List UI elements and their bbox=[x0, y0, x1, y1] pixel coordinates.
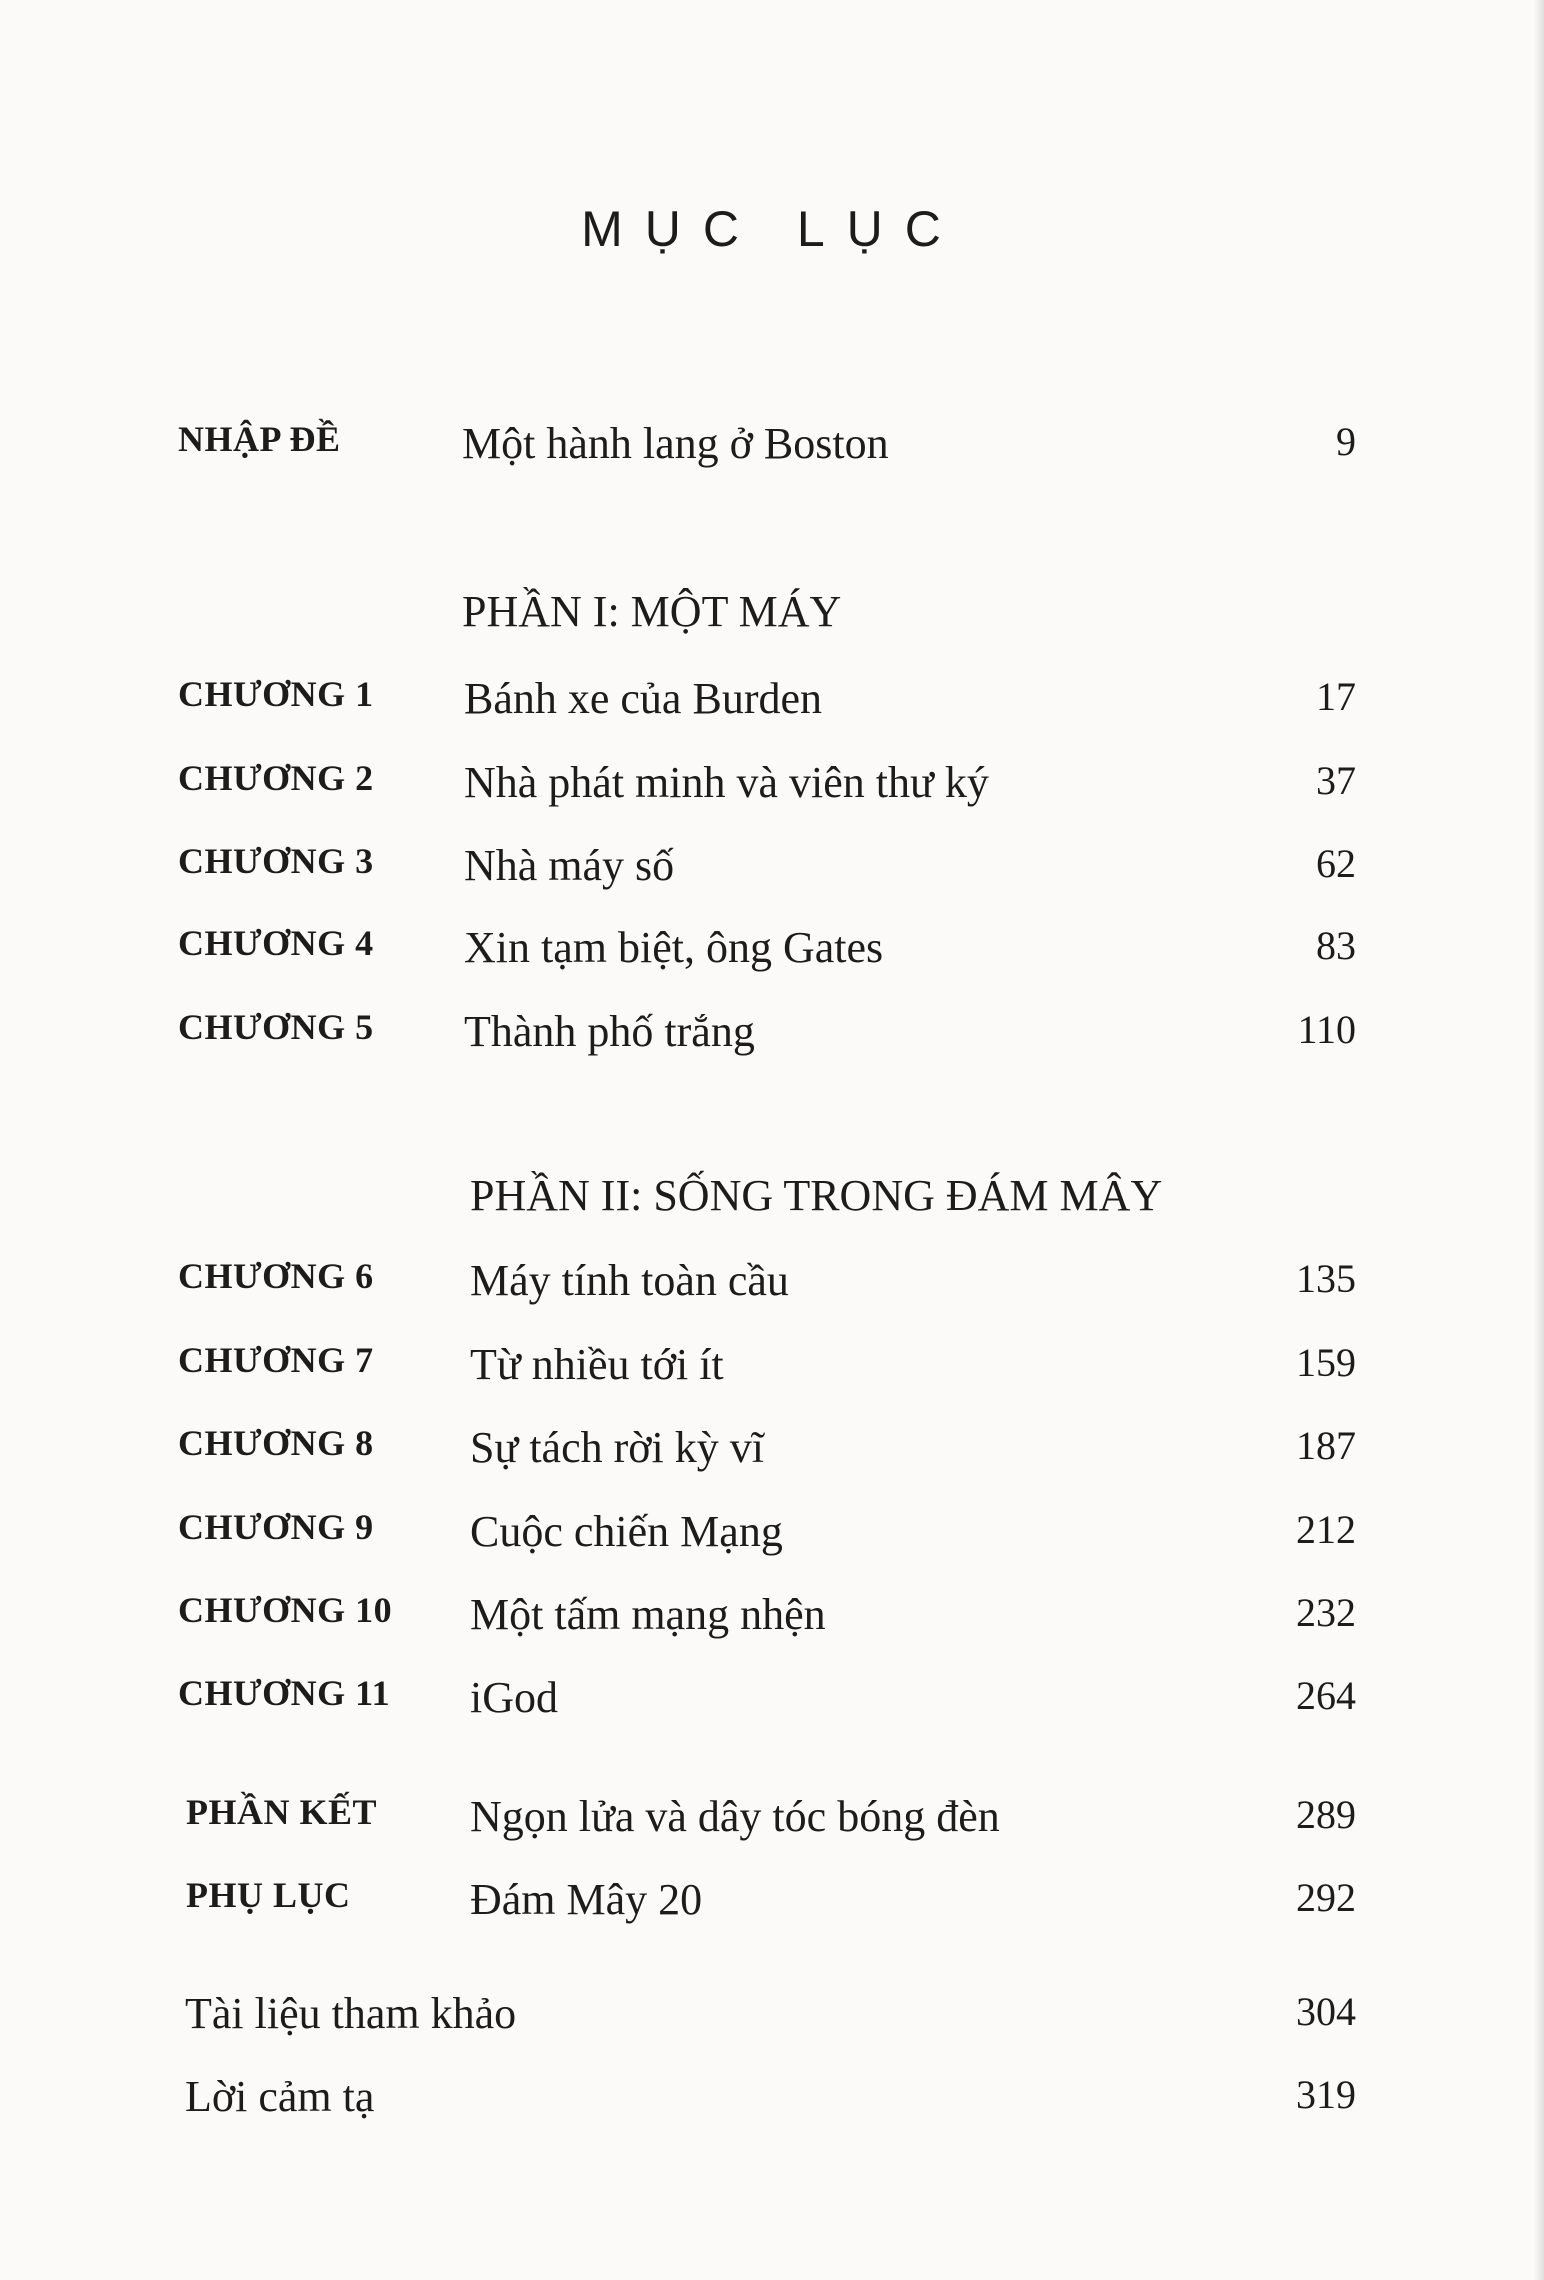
toc-entry-epilogue[interactable] bbox=[0, 1791, 1544, 1851]
entry-title: Bánh xe của Burden bbox=[464, 674, 822, 723]
toc-entry-chapter-4[interactable] bbox=[0, 922, 1544, 982]
entry-page: 159 bbox=[1296, 1340, 1356, 1385]
toc-entry-chapter-1[interactable] bbox=[0, 673, 1544, 733]
entry-page: 9 bbox=[1336, 419, 1356, 464]
entry-page: 289 bbox=[1296, 1792, 1356, 1837]
entry-page: 110 bbox=[1297, 1007, 1356, 1052]
entry-title: Một tấm mạng nhện bbox=[470, 1590, 826, 1639]
toc-entry-chapter-3[interactable] bbox=[0, 840, 1544, 900]
entry-title: Nhà phát minh và viên thư ký bbox=[464, 758, 989, 807]
toc-entry-chapter-8[interactable] bbox=[0, 1422, 1544, 1482]
toc-entry-acknowledgements[interactable] bbox=[0, 2071, 1544, 2131]
toc-entry-appendix[interactable] bbox=[0, 1874, 1544, 1934]
entry-label: CHƯƠNG 4 bbox=[178, 923, 374, 963]
entry-page: 232 bbox=[1296, 1590, 1356, 1635]
entry-page: 62 bbox=[1316, 841, 1356, 886]
entry-title: Sự tách rời kỳ vĩ bbox=[470, 1423, 764, 1472]
toc-entry-intro[interactable] bbox=[0, 418, 1544, 478]
entry-label: CHƯƠNG 8 bbox=[178, 1423, 374, 1463]
entry-label: CHƯƠNG 9 bbox=[178, 1507, 374, 1547]
entry-page: 37 bbox=[1316, 758, 1356, 803]
entry-title: Xin tạm biệt, ông Gates bbox=[464, 923, 884, 972]
entry-title: Ngọn lửa và dây tóc bóng đèn bbox=[470, 1792, 1000, 1841]
entry-page: 264 bbox=[1296, 1673, 1356, 1718]
part-1-heading: PHẦN I: MỘT MÁY bbox=[462, 587, 842, 636]
entry-page: 17 bbox=[1316, 674, 1356, 719]
entry-title: Nhà máy số bbox=[464, 841, 675, 890]
toc-entry-chapter-10[interactable] bbox=[0, 1589, 1544, 1649]
entry-label: PHỤ LỤC bbox=[186, 1875, 351, 1915]
entry-label: NHẬP ĐỀ bbox=[178, 419, 341, 459]
toc-entry-chapter-5[interactable] bbox=[0, 1006, 1544, 1066]
page-title: MỤC LỤC bbox=[581, 201, 963, 257]
entry-page: 304 bbox=[1296, 1989, 1356, 2034]
toc-entry-chapter-6[interactable] bbox=[0, 1255, 1544, 1315]
entry-page: 292 bbox=[1296, 1875, 1356, 1920]
toc-entry-chapter-2[interactable] bbox=[0, 757, 1544, 817]
entry-title: iGod bbox=[470, 1673, 558, 1722]
entry-label: CHƯƠNG 2 bbox=[178, 758, 374, 798]
entry-page: 83 bbox=[1316, 923, 1356, 968]
entry-label: CHƯƠNG 7 bbox=[178, 1340, 374, 1380]
entry-label: PHẦN KẾT bbox=[186, 1792, 378, 1832]
entry-page: 135 bbox=[1296, 1256, 1356, 1301]
toc-entry-chapter-9[interactable] bbox=[0, 1506, 1544, 1566]
entry-title: Tài liệu tham khảo bbox=[185, 1989, 517, 2038]
toc-entry-references[interactable] bbox=[0, 1988, 1544, 2048]
entry-title: Một hành lang ở Boston bbox=[462, 419, 889, 468]
entry-page: 212 bbox=[1296, 1507, 1356, 1552]
entry-page: 187 bbox=[1296, 1423, 1356, 1468]
page-edge-shadow bbox=[1534, 0, 1544, 2280]
entry-label: CHƯƠNG 10 bbox=[178, 1590, 393, 1630]
entry-label: CHƯƠNG 11 bbox=[178, 1673, 391, 1713]
entry-label: CHƯƠNG 5 bbox=[178, 1007, 374, 1047]
entry-title: Từ nhiều tới ít bbox=[470, 1340, 724, 1389]
toc-entry-chapter-11[interactable] bbox=[0, 1672, 1544, 1732]
entry-label: CHƯƠNG 1 bbox=[178, 674, 374, 714]
entry-title: Đám Mây 20 bbox=[470, 1875, 703, 1924]
entry-label: CHƯƠNG 6 bbox=[178, 1256, 374, 1296]
entry-page: 319 bbox=[1296, 2072, 1356, 2117]
entry-label: CHƯƠNG 3 bbox=[178, 841, 374, 881]
entry-title: Cuộc chiến Mạng bbox=[470, 1507, 783, 1556]
toc-entry-chapter-7[interactable] bbox=[0, 1339, 1544, 1399]
entry-title: Thành phố trắng bbox=[464, 1007, 755, 1056]
entry-title: Máy tính toàn cầu bbox=[470, 1256, 789, 1305]
entry-title: Lời cảm tạ bbox=[185, 2072, 375, 2121]
part-2-heading: PHẦN II: SỐNG TRONG ĐÁM MÂY bbox=[470, 1171, 1163, 1220]
